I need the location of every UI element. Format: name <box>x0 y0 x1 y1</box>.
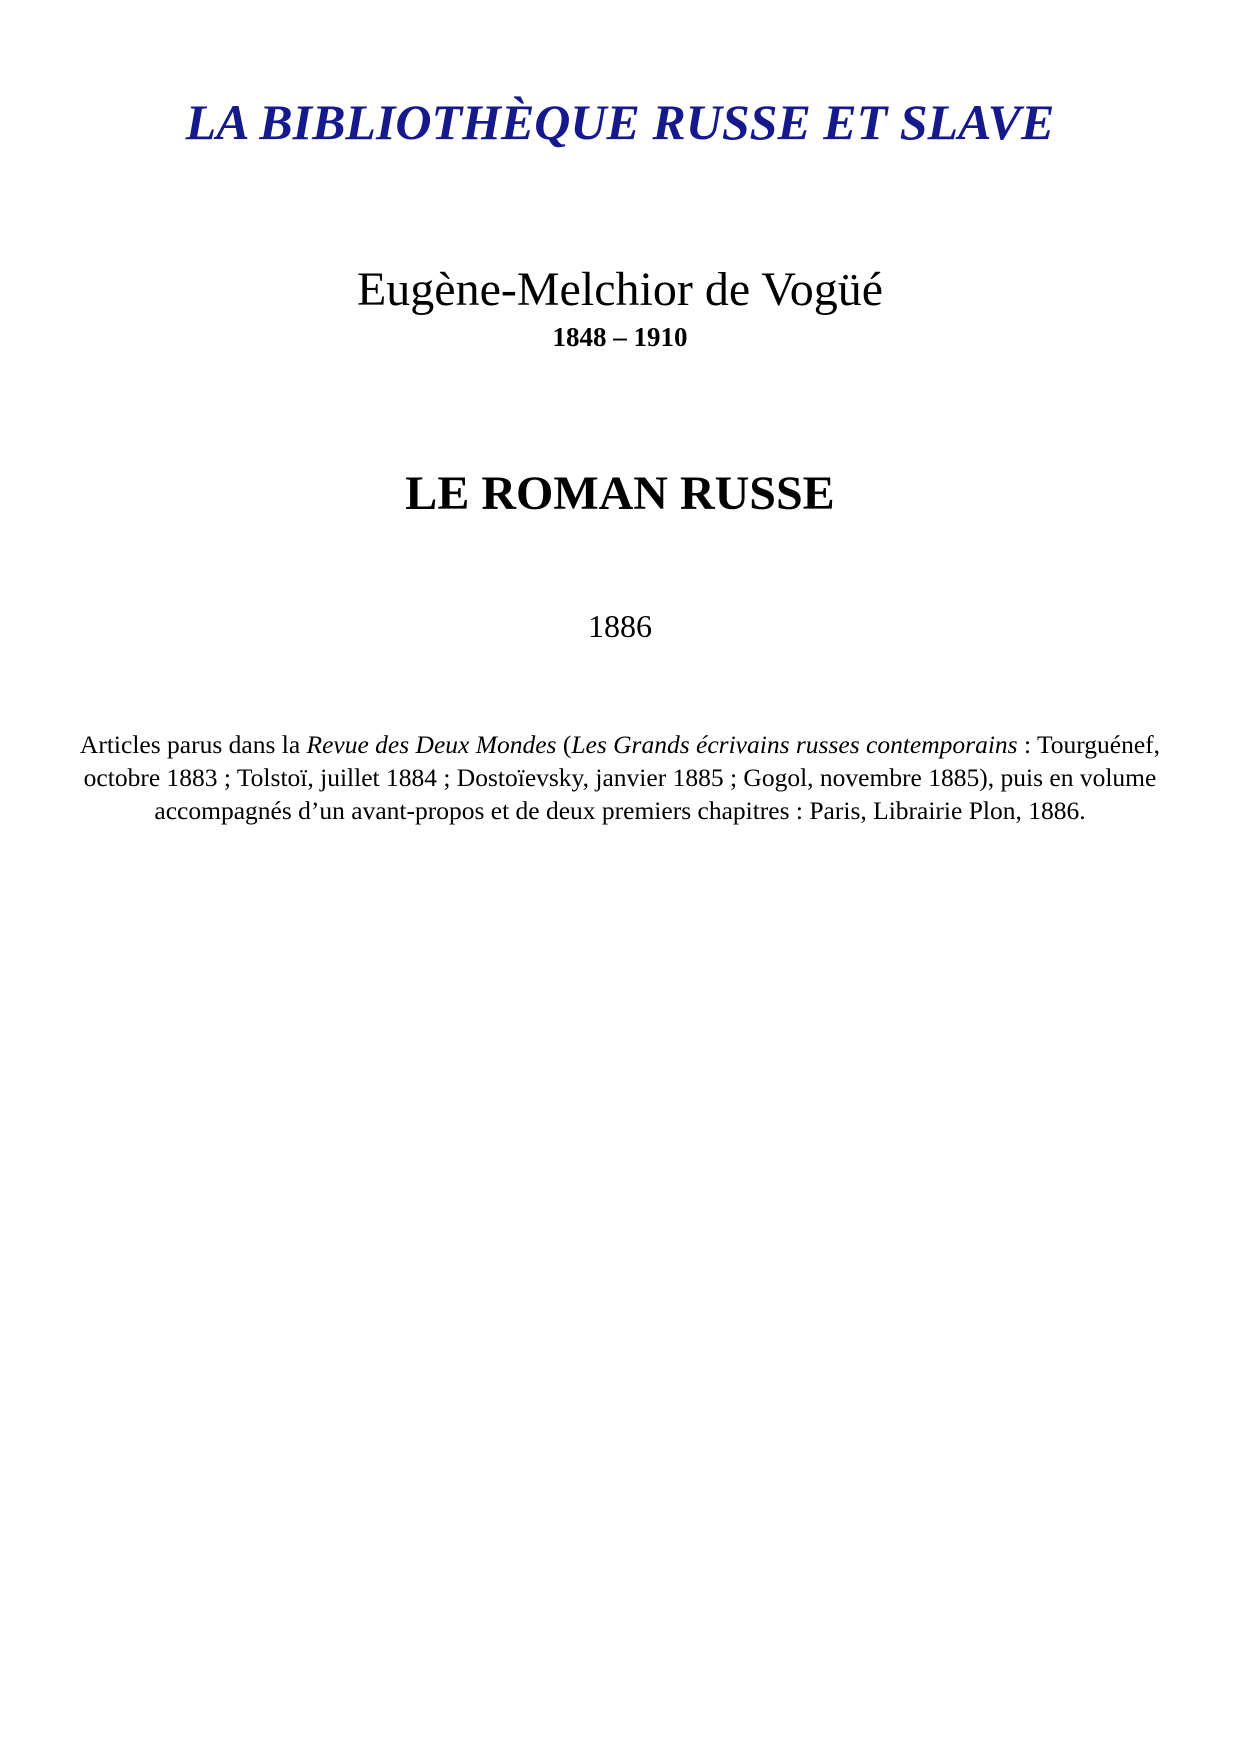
publication-description <box>50 728 1190 827</box>
book-title: LE ROMAN RUSSE <box>405 467 835 520</box>
description-text-1: Articles parus dans la <box>79 730 307 759</box>
article-series-name: Les Grands écrivains russes contemporains <box>571 730 1018 759</box>
series-title: LA BIBLIOTHÈQUE RUSSE ET SLAVE <box>185 94 1055 150</box>
author-dates: 1848 – 1910 <box>552 322 688 352</box>
author-name: Eugène-Melchior de Vogüé <box>356 263 884 316</box>
description-text-3: : Tourguénef, octobre 1883 ; Tolstoï, juillet 1884 ; Dostoïevsky, janvier 1885 ; Gogol, novembre 1885), puis en volume accompagnés d’un avant-propos et de deux premiers chapitres : Paris, Librairie Plon, 1886. <box>83 730 1161 825</box>
description-text-2: ( <box>556 730 572 759</box>
journal-name: Revue des Deux Mondes <box>306 730 557 759</box>
publication-year: 1886 <box>588 608 652 644</box>
